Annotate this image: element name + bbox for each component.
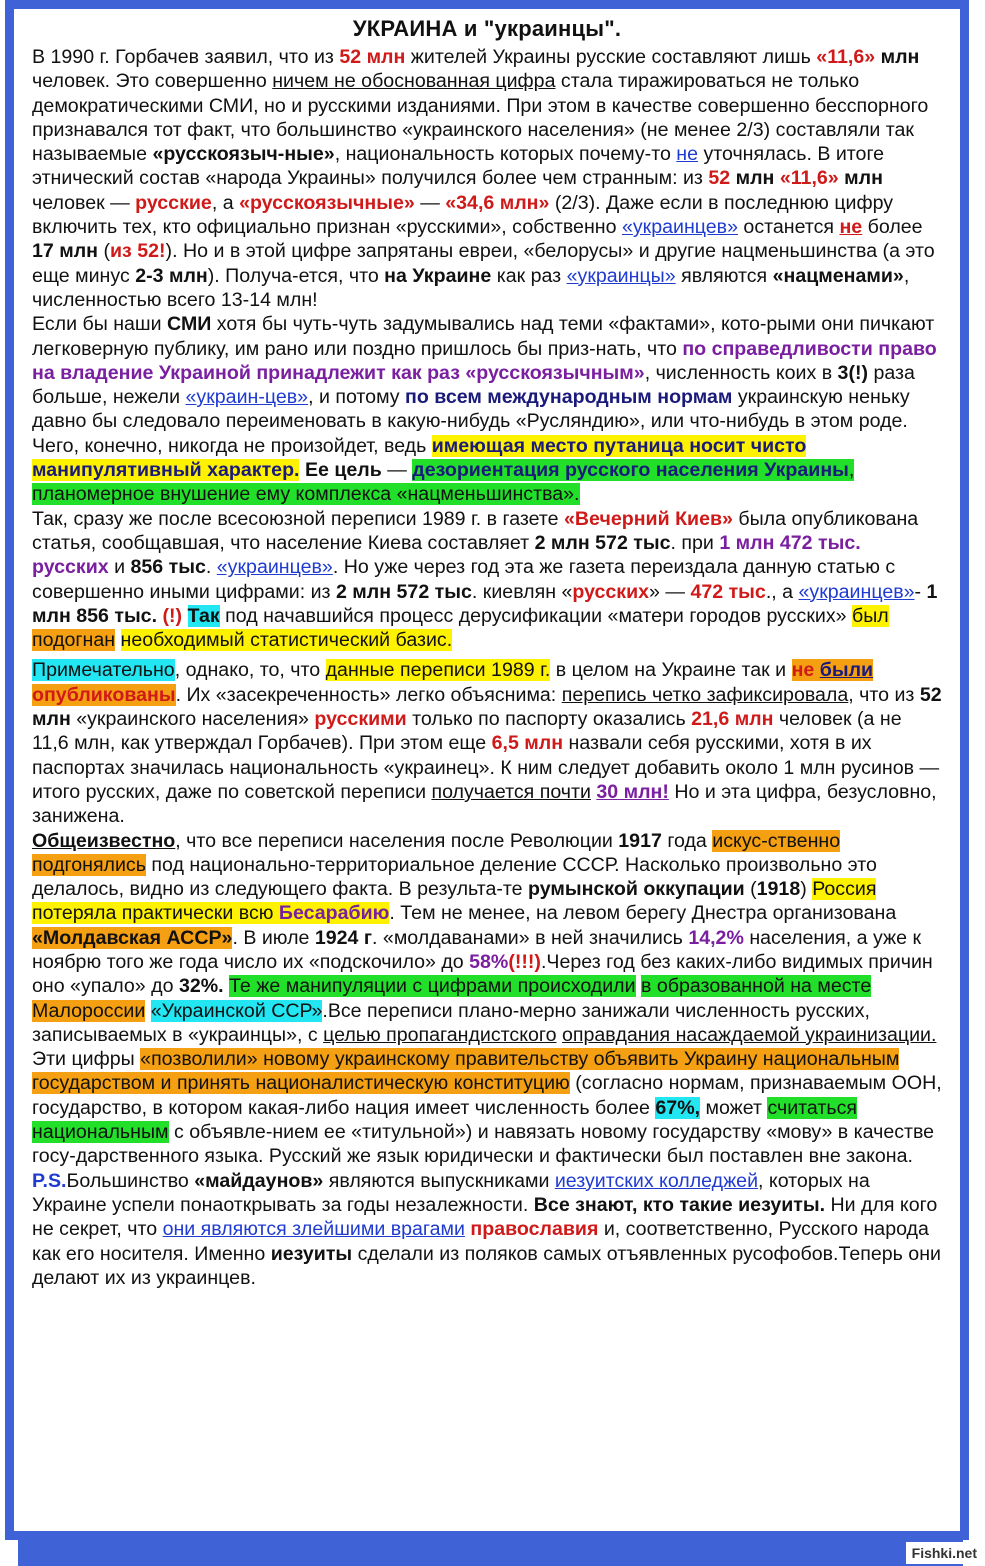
paragraph-6: Эти цифры «позволили» новому украинскому правительству объявить Украину национальным государством и принять националистическую конституцию (согласно нормам, признаваемым ООН, государство, в котором какая-либо нация имеет численность более 67%, может считаться национальным с объявле-нием ее «титульной») и навязать новому государству «мову» в качестве госу-дарственного языка. Русский же язык юридически и фактически был поставлен вне закона.	[32, 1048, 942, 1168]
article-body	[14, 9, 960, 1290]
watermark-logo: Fishki.net	[906, 1542, 983, 1564]
article-frame	[5, 0, 969, 1540]
bottom-bar	[18, 1540, 963, 1566]
paragraph-7: P.S.Большинство «майдаунов» являются выпускниками иезуитских колледжей, которых на Украине успели понаоткрывать за годы незалежности. Все знают, кто такие иезуиты. Ни для кого не секрет, что они являются злейшими врагами православия и, соответственно, Русского народа как его носителя. Именно иезуиты сделали из поляков самых отъявленных русофобов.Теперь они делают их из украинцев.	[32, 1169, 941, 1289]
paragraph-4: Примечательно, однако, то, что данные переписи 1989 г. в целом на Украине так и не были опубликованы. Их «засекреченность» легко объяснима: перепись четко зафиксировала, что из 52 млн «украинского населения» русскими только по паспорту оказались 21,6 млн человек (а не 11,6 млн, как утверждал Горбачев). При этом еще 6,5 млн назвали себя русскими, хотя в их паспортах значилась национальность «украинец». К ним следует добавить около 1 млн русинов — итого русских, даже по советской переписи получается почти 30 млн! Но и эта цифра, безусловно, занижена.	[32, 659, 942, 828]
paragraph-5: Общеизвестно, что все переписи населения после Революции 1917 года искус-ственно подгонялись под национально-территориальное деление СССР. Насколько произвольно это делалось, видно из следующего факта. В результа-те румынской оккупации (1918) Россия потеряла практически всю Бесарабию. Тем не менее, на левом берегу Днестра организована «Молдавская АССР». В июле 1924 г. «молдаванами» в ней значились 14,2% населения, а уже к ноябрю того же года число их «подскочило» до 58%(!!!).Через год без каких-либо видимых причин оно «упало» до 32%. Те же манипуляции с цифрами происходили в образованной на месте Малороссии «Украинской ССР».Все переписи плано-мерно занижали численность русских, записываемых в «украинцы», с целью пропагандистского оправдания насаждаемой украинизации.	[32, 829, 937, 1046]
paragraph-2: Если бы наши СМИ хотя бы чуть-чуть задумывались над теми «фактами», кото-рыми они пичкают легковерную публику, им рано или поздно пришлось бы приз-нать, что по справедливости право на владение Украиной принадлежит как раз «русскоязычным», численность коих в 3(!) раза больше, нежели «украин-цев», и потому по всем международным нормам украинскую неньку давно бы следовало переименовать в какую-нибудь «Русляндию», или что-нибудь в этом роде. Чего, конечно, никогда не произойдет, ведь имеющая место путаница носит чисто манипулятивный характер. Ее цель — дезориентация русского населения Украины, планомерное внушение ему комплекса «нацменьшинства».	[32, 313, 937, 506]
page-title: УКРАИНА и "украинцы".	[352, 16, 622, 41]
paragraph-1: В 1990 г. Горбачев заявил, что из 52 млн жителей Украины русские составляют лишь «11,6» млн человек. Это совершенно ничем не обоснованная цифра стала тиражироваться не только демократическими СМИ, но и русскими изданиями. При этом в качестве совершенно бесспорного признавался тот факт, что большинство «украинского населения» (не менее 2/3) составляли так называемые «русскоязыч-ные», национальность которых почему-то не уточнялась. В итоге этнический состав «народа Украины» получился более чем странным: из 52 млн «11,6» млн человек — русские, а «русскоязычные» — «34,6 млн» (2/3). Даже если в последнюю цифру включить тех, кто официально признан «русскими», собственно «украинцев» останется не более 17 млн (из 52!). Но и в этой цифре запрятаны евреи, «белорусы» и другие нацменьшинства (а это еще минус 2-3 млн). Получа-ется, что на Украине как раз «украинцы» являются «нацменами», численностью всего 13-14 млн!	[32, 46, 935, 311]
paragraph-3: Так, сразу же после всесоюзной переписи 1989 г. в газете «Вечерний Киев» была опубликована статья, сообщавшая, что население Киева составляет 2 млн 572 тыс. при 1 млн 472 тыс. русских и 856 тыс. «украинцев». Но уже через год эта же газета переиздала данную статью с совершенно иными цифрами: из 2 млн 572 тыс. киевлян «русских» — 472 тыс., а «украинцев»- 1 млн 856 тыс. (!) Так под начавшийся процесс дерусификации «матери городов русских» был подогнан необходимый статистический базис.	[32, 507, 938, 652]
